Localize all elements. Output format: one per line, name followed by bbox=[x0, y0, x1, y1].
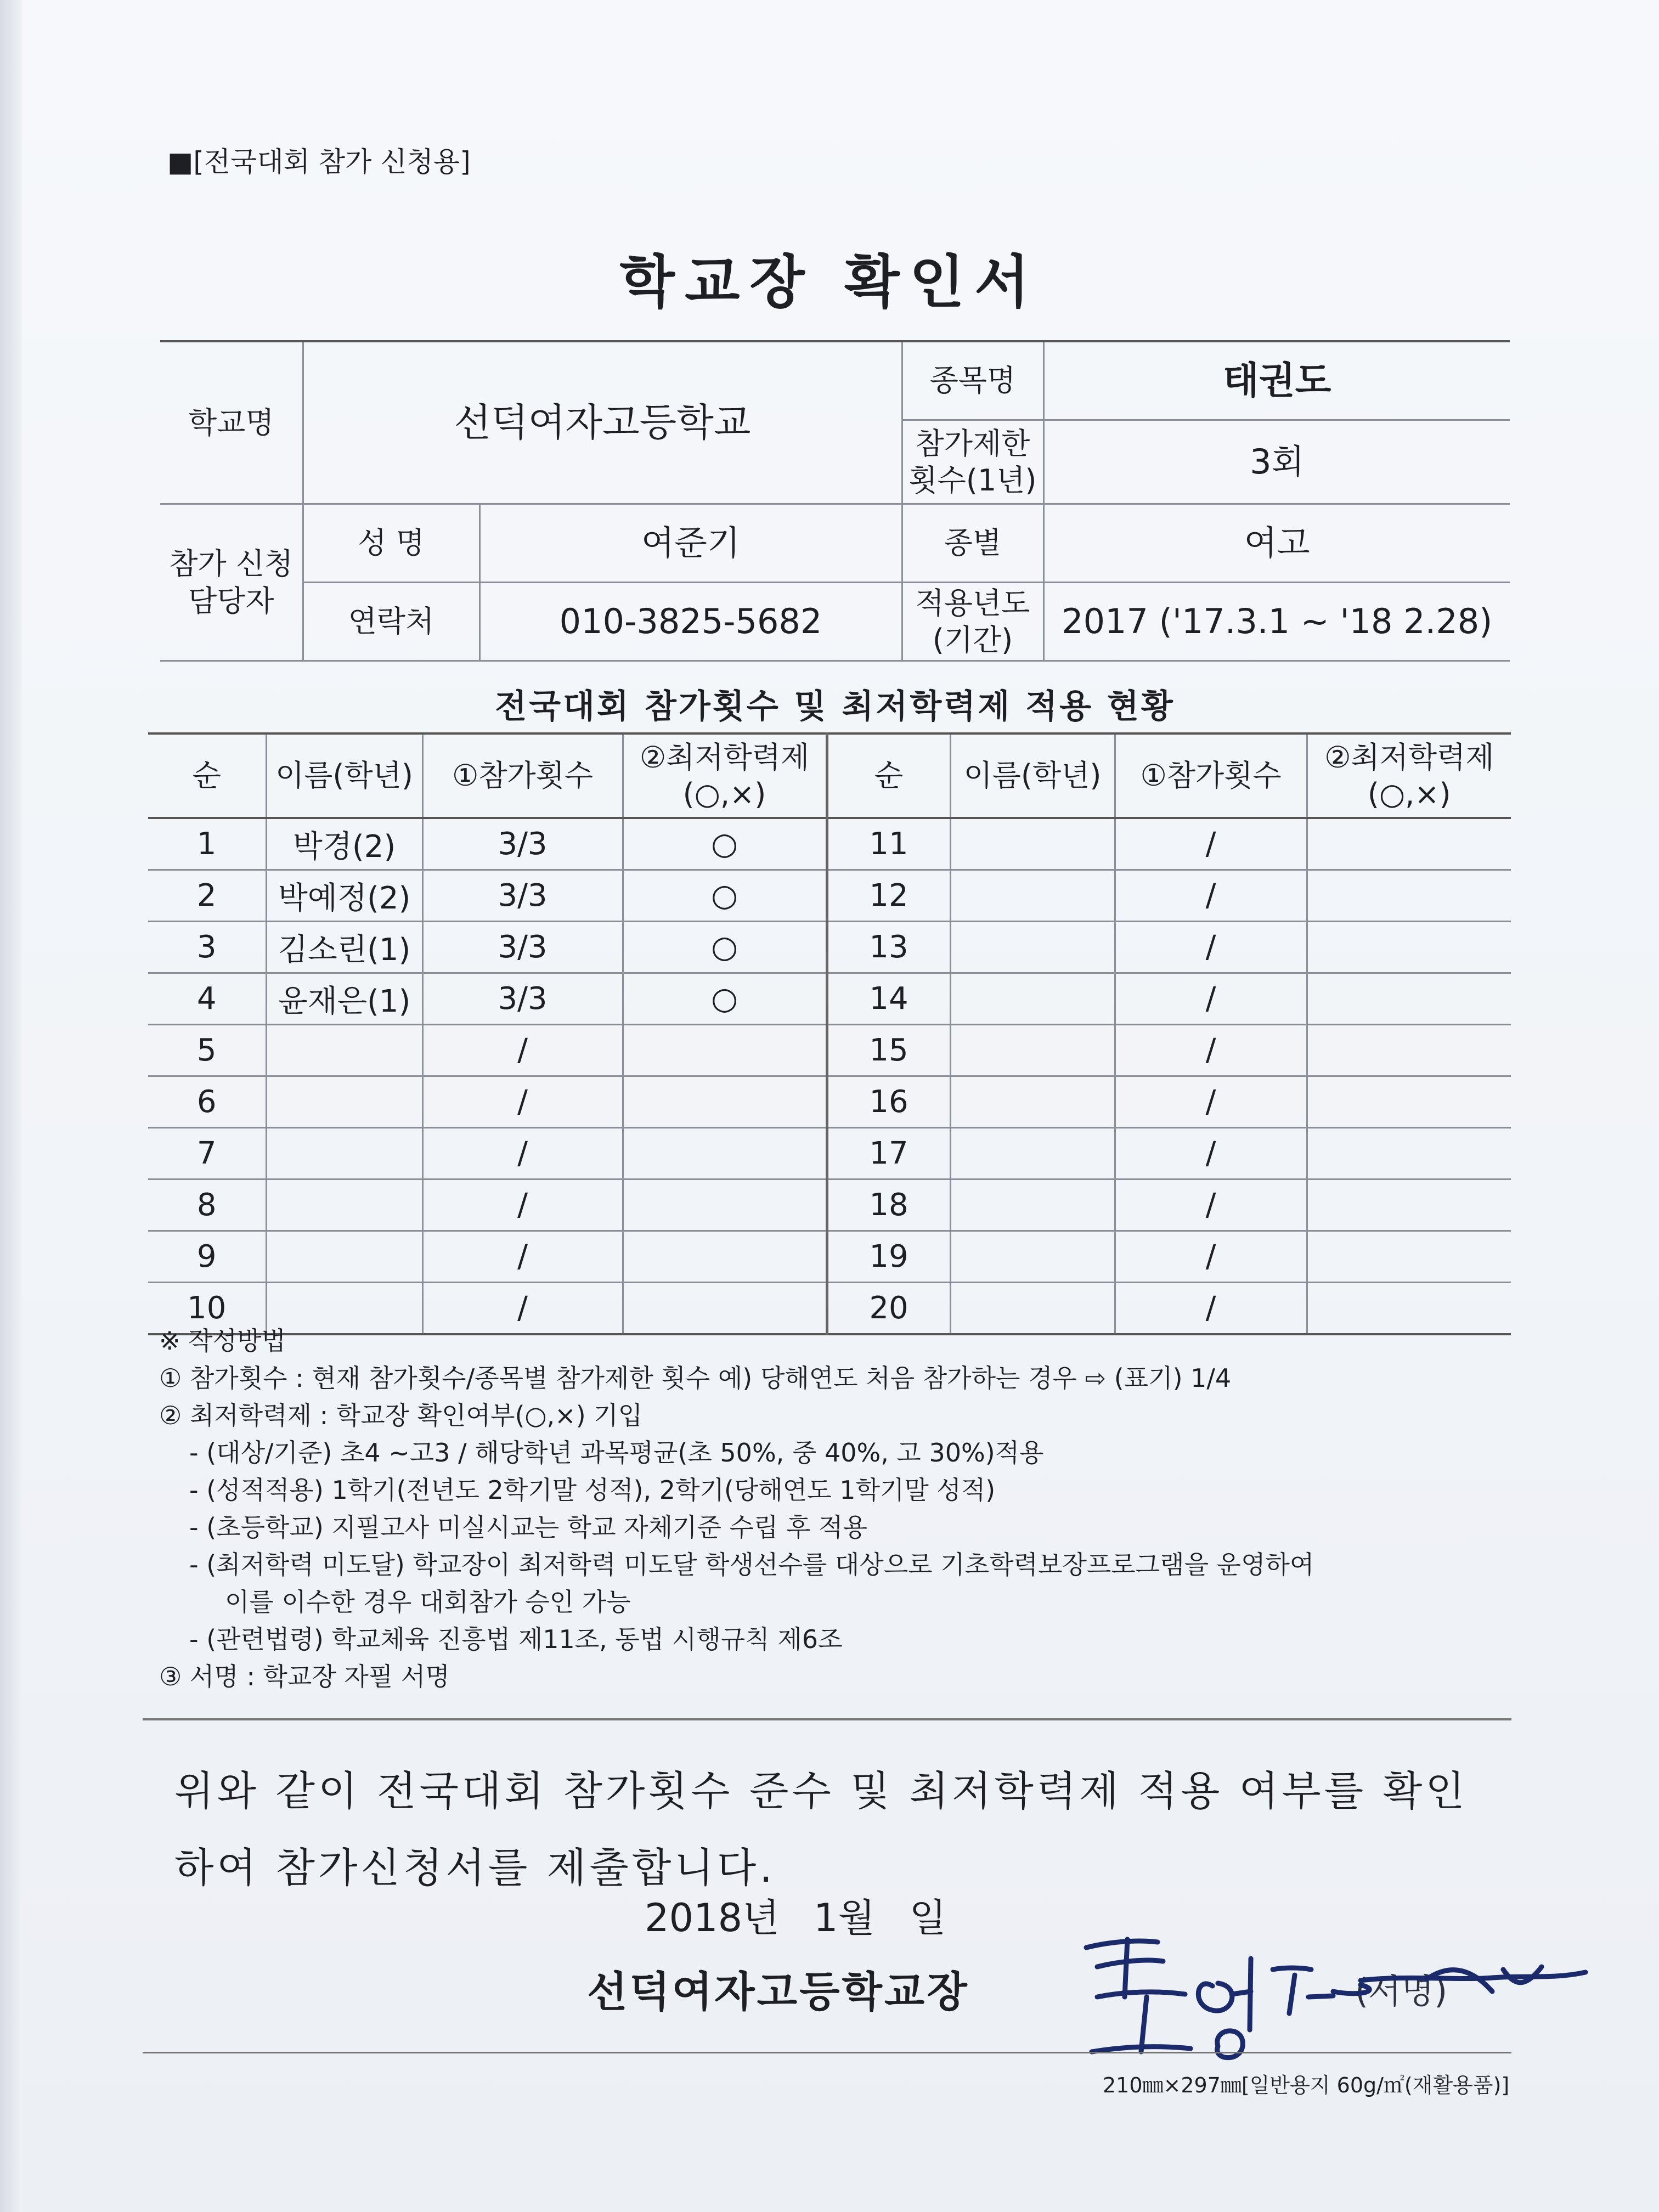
year-value: 2017 ('17.3.1 ~ '18 2.28) bbox=[1043, 583, 1510, 661]
sport-label: 종목명 bbox=[902, 341, 1043, 420]
declaration-line: 위와 같이 전국대회 참가횟수 준수 및 최저학력제 적용 여부를 확인 bbox=[174, 1768, 1468, 1815]
min-academic-check bbox=[1307, 818, 1511, 870]
column-header: 순 bbox=[827, 733, 950, 818]
year-label: 적용년도 (기간) bbox=[902, 583, 1043, 661]
student-name bbox=[950, 1025, 1115, 1076]
table-row bbox=[148, 1180, 1511, 1231]
column-header: ②최저학력제 (○,×) bbox=[1307, 733, 1511, 818]
min-academic-check bbox=[623, 1128, 827, 1180]
applicant-contact-value: 010-3825-5682 bbox=[479, 583, 902, 661]
applicant-label: 참가 신청 담당자 bbox=[160, 504, 303, 661]
table-row bbox=[148, 922, 1511, 973]
min-academic-check bbox=[1307, 1283, 1511, 1335]
min-academic-check bbox=[1307, 1128, 1511, 1180]
student-name bbox=[950, 922, 1115, 973]
participation-count: 3/3 bbox=[422, 973, 623, 1025]
participation-count: / bbox=[1115, 870, 1307, 922]
participation-count: / bbox=[1115, 1283, 1307, 1335]
table-row bbox=[148, 973, 1511, 1025]
principal-title: 선덕여자고등학교장 bbox=[587, 1967, 969, 2016]
student-name bbox=[950, 870, 1115, 922]
row-number: 17 bbox=[827, 1128, 950, 1180]
row-number: 9 bbox=[148, 1231, 266, 1283]
student-name bbox=[266, 1231, 422, 1283]
table-row bbox=[148, 1128, 1511, 1180]
min-academic-check: ○ bbox=[623, 818, 827, 870]
row-number: 7 bbox=[148, 1128, 266, 1180]
instructions bbox=[159, 1322, 1314, 1695]
participation-count: / bbox=[1115, 1128, 1307, 1180]
instruction-line: - (대상/기준) 초4 ~고3 / 해당학년 과목평균(초 50%, 중 40%, 고 30%)적용 bbox=[189, 1438, 1044, 1468]
min-academic-check: ○ bbox=[623, 870, 827, 922]
school-name-value: 선덕여자고등학교 bbox=[303, 341, 902, 504]
row-number: 13 bbox=[827, 922, 950, 973]
participation-count: / bbox=[422, 1180, 623, 1231]
min-academic-check bbox=[1307, 1076, 1511, 1128]
participation-count: / bbox=[1115, 973, 1307, 1025]
instruction-line: - (성적적용) 1학기(전년도 2학기말 성적), 2학기(당해연도 1학기말 성적) bbox=[189, 1475, 996, 1505]
min-academic-check: ○ bbox=[623, 922, 827, 973]
declaration-line: 하여 참가신청서를 제출합니다. bbox=[174, 1844, 776, 1892]
participation-count: / bbox=[1115, 818, 1307, 870]
paper-spec: 210㎜×297㎜[일반용지 60g/㎡(재활용품)] bbox=[1103, 2073, 1510, 2097]
min-academic-check bbox=[1307, 1025, 1511, 1076]
instruction-line: ② 최저학력제 : 학교장 확인여부(○,×) 기입 bbox=[159, 1401, 643, 1430]
row-number: 16 bbox=[827, 1076, 950, 1128]
student-name: 박예정(2) bbox=[266, 870, 422, 922]
status-section-title: 전국대회 참가횟수 및 최저학력제 적용 현황 bbox=[495, 687, 1175, 726]
participation-count: / bbox=[1115, 922, 1307, 973]
column-header: 이름(학년) bbox=[950, 733, 1115, 818]
participation-count: / bbox=[1115, 1231, 1307, 1283]
row-number: 18 bbox=[827, 1180, 950, 1231]
student-name bbox=[950, 1128, 1115, 1180]
student-name bbox=[950, 973, 1115, 1025]
participation-count: / bbox=[422, 1076, 623, 1128]
signing-date: 2018년 1월 일 bbox=[645, 1895, 947, 1940]
applicant-contact-label: 연락처 bbox=[303, 583, 479, 661]
row-number: 6 bbox=[148, 1076, 266, 1128]
min-academic-check bbox=[623, 1231, 827, 1283]
row-number: 15 bbox=[827, 1025, 950, 1076]
applicant-name-value: 여준기 bbox=[479, 504, 902, 583]
student-name bbox=[950, 1076, 1115, 1128]
row-number: 19 bbox=[827, 1231, 950, 1283]
signature-label: (서명) bbox=[1355, 1971, 1448, 2011]
min-academic-check bbox=[1307, 1180, 1511, 1231]
participation-count: / bbox=[422, 1025, 623, 1076]
limit-value: 3회 bbox=[1043, 420, 1510, 504]
category-label: 종별 bbox=[902, 504, 1043, 583]
table-row bbox=[148, 870, 1511, 922]
min-academic-check bbox=[623, 1076, 827, 1128]
student-name bbox=[266, 1076, 422, 1128]
column-header: 순 bbox=[148, 733, 266, 818]
row-number: 12 bbox=[827, 870, 950, 922]
applicant-name-label: 성 명 bbox=[303, 504, 479, 583]
sport-value: 태권도 bbox=[1043, 341, 1510, 420]
student-name: 김소린(1) bbox=[266, 922, 422, 973]
participation-count: / bbox=[1115, 1076, 1307, 1128]
participation-count: 3/3 bbox=[422, 870, 623, 922]
roster-table bbox=[148, 732, 1511, 1335]
student-name: 박경(2) bbox=[266, 818, 422, 870]
student-name bbox=[950, 1231, 1115, 1283]
instruction-line: - (초등학교) 지필고사 미실시교는 학교 자체기준 수립 후 적용 bbox=[189, 1513, 867, 1542]
participation-count: / bbox=[422, 1128, 623, 1180]
participation-count: / bbox=[1115, 1025, 1307, 1076]
student-name bbox=[950, 818, 1115, 870]
row-number: 2 bbox=[148, 870, 266, 922]
school-info-table bbox=[160, 340, 1510, 662]
min-academic-check bbox=[1307, 922, 1511, 973]
form-usage-tag: ■[전국대회 참가 신청용] bbox=[167, 146, 471, 178]
handwritten-signature bbox=[1075, 1915, 1602, 2079]
column-header: ②최저학력제 (○,×) bbox=[623, 733, 827, 818]
divider-line bbox=[143, 1718, 1511, 1720]
row-number: 14 bbox=[827, 973, 950, 1025]
document-title: 학교장 확인서 bbox=[619, 249, 1040, 315]
min-academic-check bbox=[623, 1025, 827, 1076]
min-academic-check bbox=[1307, 870, 1511, 922]
row-number: 8 bbox=[148, 1180, 266, 1231]
paper-shadow bbox=[0, 0, 22, 2212]
column-header: ①참가횟수 bbox=[1115, 733, 1307, 818]
min-academic-check: ○ bbox=[623, 973, 827, 1025]
instruction-line: ① 참가횟수 : 현재 참가횟수/종목별 참가제한 횟수 예) 당해연도 처음 참가하는 경우 ⇨ (표기) 1/4 bbox=[159, 1363, 1232, 1393]
instruction-line: 이를 이수한 경우 대회참가 승인 가능 bbox=[225, 1587, 631, 1617]
row-number: 1 bbox=[148, 818, 266, 870]
row-number: 11 bbox=[827, 818, 950, 870]
instruction-line: - (관련법령) 학교체육 진흥법 제11조, 동법 시행규칙 제6조 bbox=[189, 1624, 843, 1654]
instructions-title: ※ 작성방법 bbox=[159, 1326, 286, 1356]
row-number: 10 bbox=[148, 1283, 266, 1335]
participation-count: / bbox=[422, 1231, 623, 1283]
min-academic-check bbox=[623, 1180, 827, 1231]
footer-line bbox=[143, 2052, 1511, 2053]
participation-count: 3/3 bbox=[422, 922, 623, 973]
column-header: ①참가횟수 bbox=[422, 733, 623, 818]
school-name-label: 학교명 bbox=[160, 341, 303, 504]
student-name bbox=[266, 1025, 422, 1076]
student-name: 윤재은(1) bbox=[266, 973, 422, 1025]
participation-count: 3/3 bbox=[422, 818, 623, 870]
table-row bbox=[148, 818, 1511, 870]
roster-header-row bbox=[148, 733, 1511, 818]
row-number: 4 bbox=[148, 973, 266, 1025]
min-academic-check bbox=[1307, 1231, 1511, 1283]
student-name bbox=[266, 1128, 422, 1180]
limit-label: 참가제한 횟수(1년) bbox=[902, 420, 1043, 504]
table-row bbox=[148, 1076, 1511, 1128]
row-number: 3 bbox=[148, 922, 266, 973]
participation-count: / bbox=[1115, 1180, 1307, 1231]
row-number: 5 bbox=[148, 1025, 266, 1076]
student-name bbox=[266, 1180, 422, 1231]
participation-count: / bbox=[422, 1283, 623, 1335]
student-name bbox=[950, 1180, 1115, 1231]
instruction-line: ③ 서명 : 학교장 자필 서명 bbox=[159, 1662, 450, 1691]
min-academic-check bbox=[1307, 973, 1511, 1025]
column-header: 이름(학년) bbox=[266, 733, 422, 818]
table-row bbox=[148, 1025, 1511, 1076]
table-row bbox=[148, 1231, 1511, 1283]
declaration bbox=[174, 1753, 1468, 1906]
category-value: 여고 bbox=[1043, 504, 1510, 583]
row-number: 20 bbox=[827, 1283, 950, 1335]
instruction-line: - (최저학력 미도달) 학교장이 최저학력 미도달 학생선수를 대상으로 기초학력보장프로그램을 운영하여 bbox=[189, 1550, 1314, 1579]
